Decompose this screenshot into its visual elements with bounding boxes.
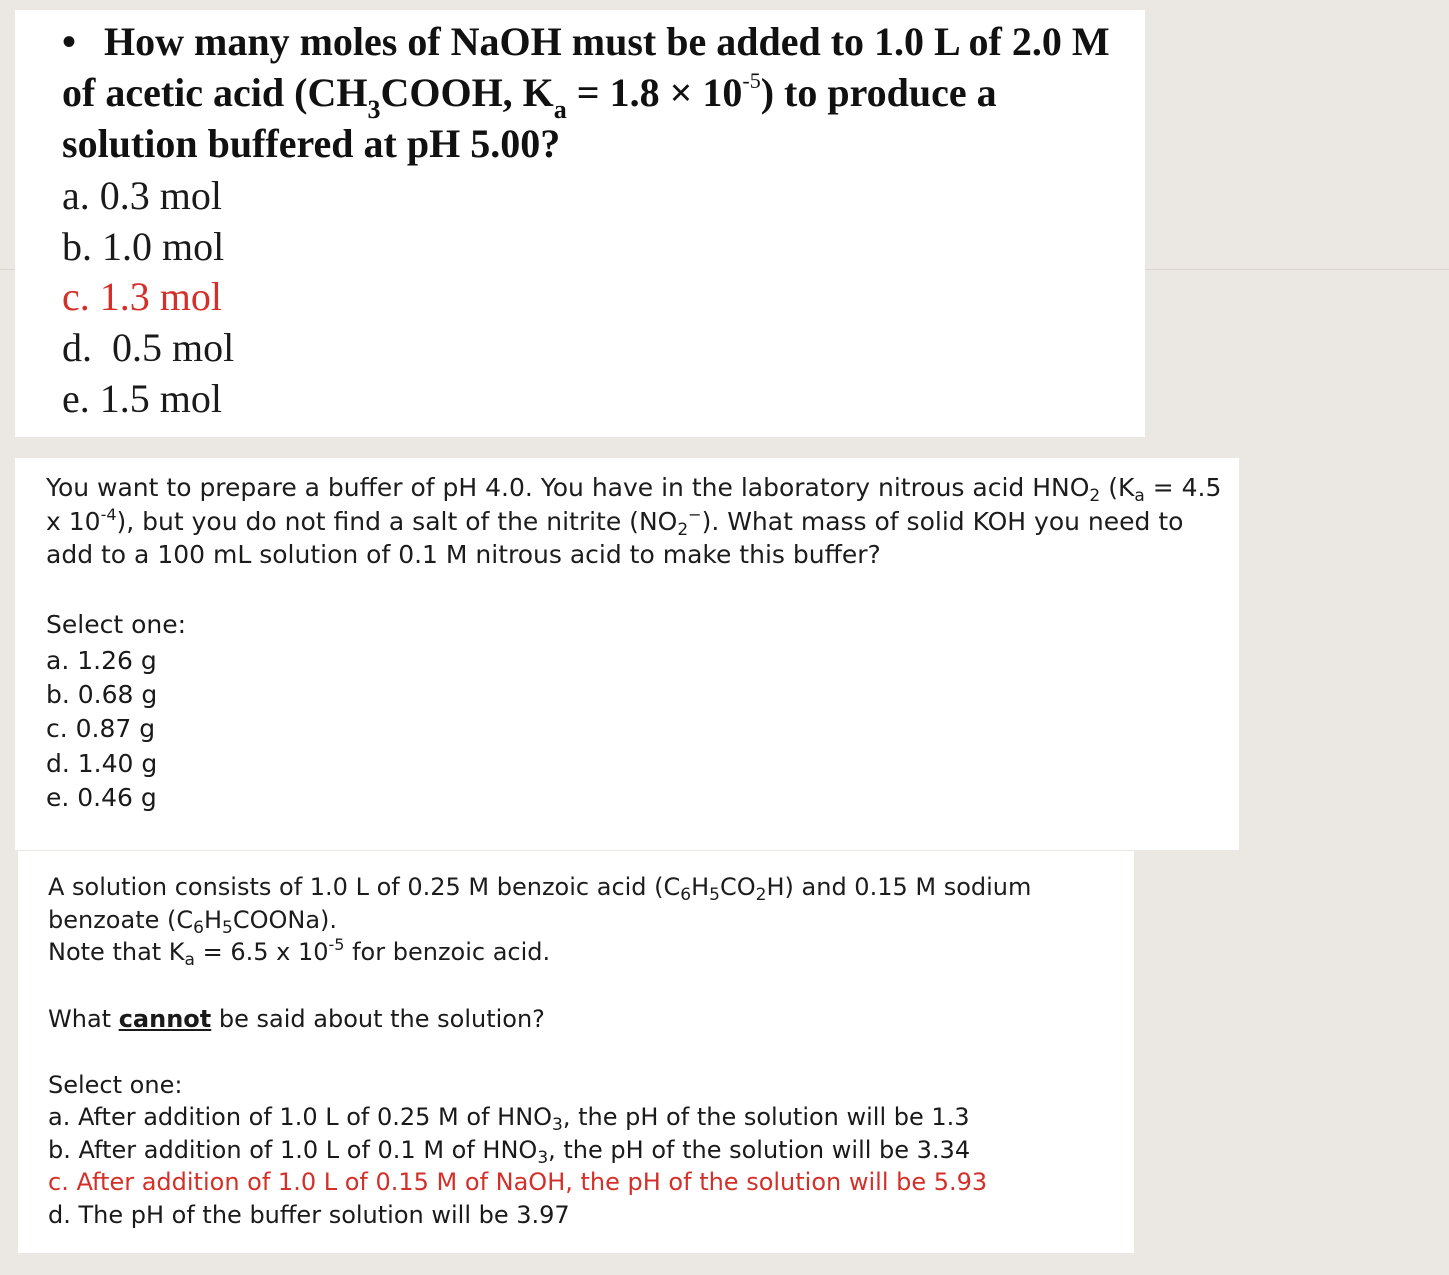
select-one-label: Select one: [48, 1071, 183, 1099]
question-card-naoh-acetic [15, 10, 1145, 437]
option-c[interactable]: c. 0.87 g [46, 714, 156, 744]
option-d[interactable]: d. 0.5 mol [62, 325, 235, 371]
option-b[interactable]: b. 0.68 g [46, 680, 158, 710]
option-b[interactable]: b. After addition of 1.0 L of 0.1 M of $HNO_3$, the pH of the solution will be 3.34 [48, 1135, 971, 1168]
question-2-options [46, 644, 157, 815]
question-3-text [48, 871, 1128, 969]
emphasis-cannot: cannot [118, 1005, 212, 1033]
option-e[interactable]: e. 1.5 mol [62, 375, 222, 421]
option-a[interactable]: a. 1.26 g [46, 646, 157, 675]
question-1-options [62, 171, 234, 425]
question-3-options [48, 1101, 987, 1231]
bullet-point: • [62, 19, 77, 64]
option-a[interactable]: a. After addition of 1.0 L of 0.25 M of $HNO_3$, the pH of the solution will be 1.3 [48, 1103, 970, 1135]
question-card-benzoic-buffer [18, 851, 1134, 1253]
option-c-correct[interactable]: c. After addition of 1.0 L of 0.15 M of NaOH, the pH of the solution will be 5.93 [48, 1168, 988, 1196]
question-card-hno2-buffer [15, 458, 1239, 850]
option-d[interactable]: d. The pH of the buffer solution will be 3.97 [48, 1200, 570, 1229]
question-3-stem: A solution consists of 1.0 L of 0.25 M benzoic acid $(C_6H_5CO_2H)$ and 0.15 M sodium benzoate $(C_6H_5COONa)$. [48, 873, 1032, 938]
question-1-text: • How many moles of NaOH must be added to 1.0 L of 2.0 M of acetic acid ($CH_3COOH$, $K_a = 1.8 \times 10^{-5}$) to produce a solution buffered at pH 5.00? [62, 16, 1142, 169]
option-a[interactable]: a. 0.3 mol [62, 173, 222, 218]
question-3-note: Note that $K_a = 6.5$ x $10^{-5}$ for benzoic acid. [48, 935, 551, 970]
option-e[interactable]: e. 0.46 g [46, 782, 157, 812]
option-c-correct[interactable]: c. 1.3 mol [62, 274, 222, 320]
question-2-text: You want to prepare a buffer of pH 4.0. You have in the laboratory nitrous acid $HNO_2$ ($K_a = 4.5$ x $10^{-4}$), but you do not find a salt of the nitrite $(NO_2^-)$. What mass of solid KOH you need to add to a 100 mL solution of 0.1 M nitrous acid to make this buffer? [46, 473, 1222, 569]
question-3-prompt: What cannot be said about the solution? [48, 1005, 545, 1033]
select-one-label: Select one: [46, 610, 187, 639]
option-d[interactable]: d. 1.40 g [46, 748, 158, 778]
option-b[interactable]: b. 1.0 mol [62, 223, 225, 269]
